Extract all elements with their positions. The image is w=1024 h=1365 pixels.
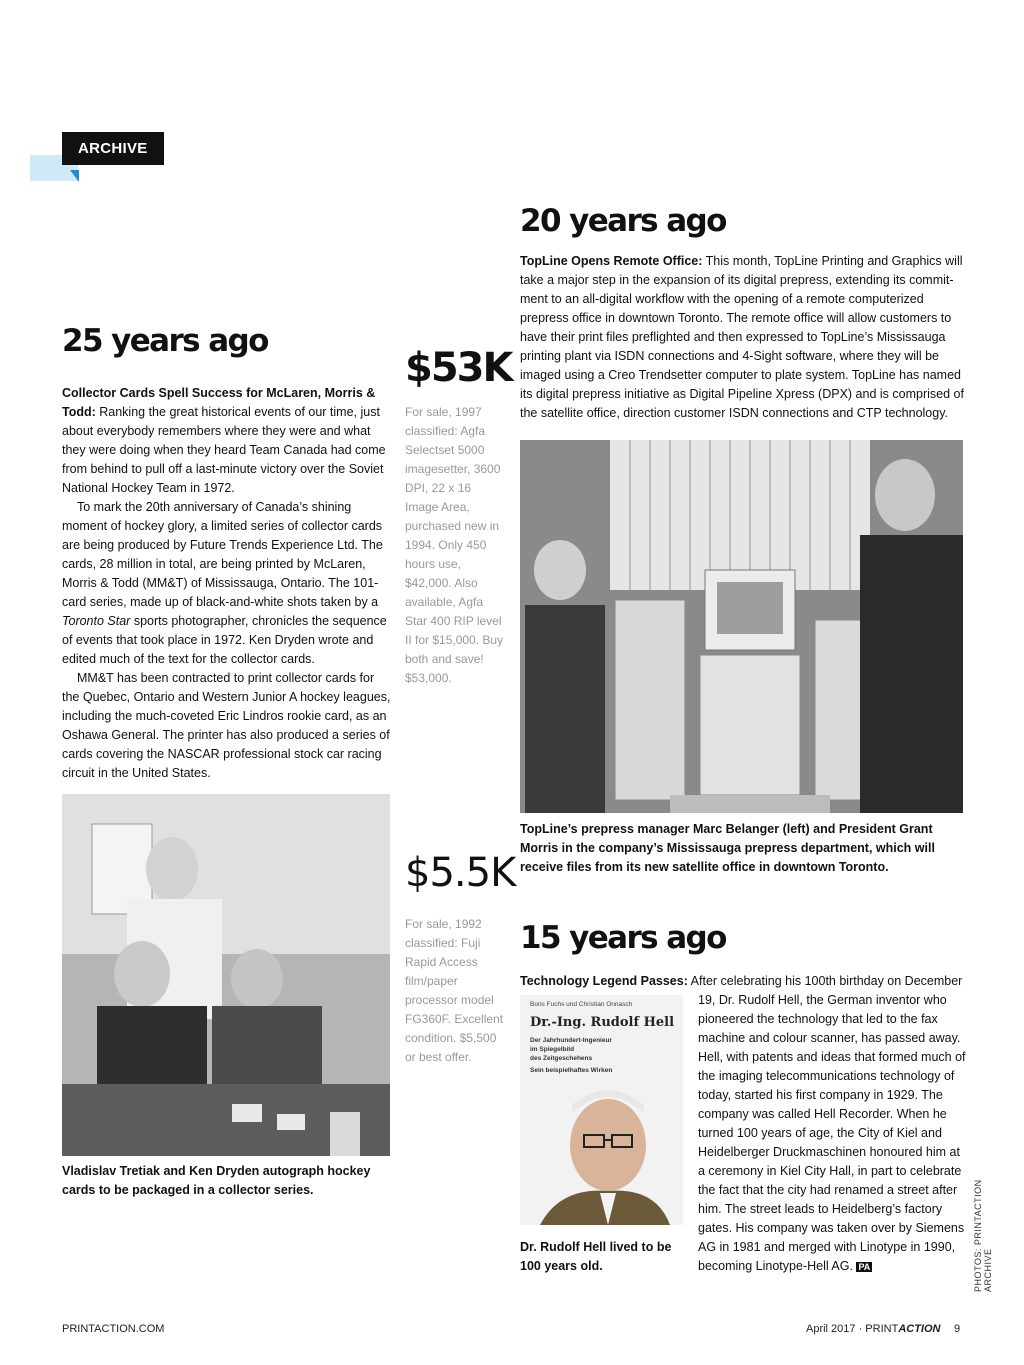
end-mark: PA bbox=[858, 1262, 871, 1272]
article-20-years bbox=[520, 252, 964, 423]
hockey-cards-photo bbox=[62, 794, 390, 1156]
heading-15-years: 15 years ago bbox=[520, 920, 726, 956]
article-25-para-2 bbox=[62, 498, 392, 669]
article-25-lead: Collector Cards Spell Success for McLaren, Morris & Todd: bbox=[62, 386, 376, 419]
topline-staff-photo bbox=[520, 440, 963, 813]
article-25-para-1 bbox=[62, 384, 392, 498]
article-15-years bbox=[698, 991, 966, 1277]
article-25-para-3: MM&T has been contracted to print collector cards for the Quebec, Ontario and Western Junior A hockey leagues, including the much-coveted Eric Lindros rookie card, as an Oshawa General. The printer has also produced a series of cards covering the NASCAR professional stock car racing circuit in the United States. bbox=[62, 671, 391, 780]
article-20-text: This month, TopLine Printing and Graphics will take a major step in the expansion of its digital prepress, extending its commit-ment to an all-digital workflow with the opening of a remote computerized prepress office in downtown Toronto. The remote office will allow customers to have their print files preflighted and then expressed to TopLine’s Mississauga printing plant via ISDN connections and 4-Sight software, where they will be imaged using a Creo Trendsetter computer to plate system. TopLine has named its digital prepress initiative as Digital Pipeline Xpress (DPX) and is comprised of the satellite office, direction customer ISDN connections and CTP technology. bbox=[520, 254, 964, 420]
article-25-p2b: sports photographer, chronicles the sequence of events that took place in 1972. Ken Dryden wrote and edited much of the text for the collector cards. bbox=[62, 614, 387, 666]
book-subtitle-2: im Spiegelbild bbox=[530, 1046, 575, 1053]
price-53k-description: For sale, 1997 classified: Agfa Selectset 5000 imagesetter, 3600 DPI, 22 x 16 Image Area, purchased new in 1994. Only 450 hours use, $42,000. Also available, Agfa Star 400 RIP level II for $15,000. Buy both and save! $53,000. bbox=[405, 405, 504, 685]
footer-issue bbox=[806, 1323, 940, 1335]
book-authors: Boris Fuchs und Christian Onnasch bbox=[530, 1001, 633, 1008]
footer-date: April 2017 · PRINT bbox=[806, 1323, 899, 1335]
topline-photo-caption: TopLine’s prepress manager Marc Belanger (left) and President Grant Morris in the company’s Mississauga prepress department, which will receive files from its new satellite office in downtown Toronto. bbox=[520, 822, 935, 874]
article-15-text-top: After celebrating his 100th birthday on December bbox=[687, 974, 963, 988]
topline-photo-illustration bbox=[520, 440, 963, 813]
footer-brand: ACTION bbox=[898, 1323, 941, 1335]
section-tag: ARCHIVE bbox=[62, 132, 164, 165]
hockey-photo-caption: Vladislav Tretiak and Ken Dryden autograph hockey cards to be packaged in a collector series. bbox=[62, 1164, 371, 1197]
article-15-lead-line bbox=[520, 972, 965, 991]
page-number: 9 bbox=[954, 1323, 961, 1335]
article-25-p1: Ranking the great historical events of our time, just about everybody remembers where they were and what they were doing when they heard Team Canada had come from behind to pull off a last-minute victory over the Soviet National Hockey Team in 1972. bbox=[62, 405, 386, 495]
article-25-years bbox=[62, 384, 392, 783]
footer-website: PRINTACTION.COM bbox=[62, 1323, 165, 1335]
article-25-p2-italic: Toronto Star bbox=[62, 614, 131, 628]
price-53k: $53K bbox=[405, 345, 512, 391]
rudolf-hell-caption: Dr. Rudolf Hell lived to be 100 years old. bbox=[520, 1240, 672, 1273]
book-title: Dr.-Ing. Rudolf Hell bbox=[530, 1015, 675, 1030]
article-15-text: 19, Dr. Rudolf Hell, the German inventor who pioneered the technology that led to the fax machine and colour scanner, has passed away. Hell, with patents and ideas that formed much of the imaging telecommunications technology of today, started his first company in 1929. The company was called Hell Recorder. When he turned 100 years of age, the City of Kiel and Heidelberger Druckmaschinen honoured him at a ceremony in Kiel City Hall, in part to celebrate the fact that the city had renamed a street after him. The street leads to Heidelberg’s factory gates. His company was taken over by Siemens AG in 1981 and merged with Linotype in 1990, becoming Linotype-Hell AG. bbox=[698, 993, 966, 1273]
article-20-lead: TopLine Opens Remote Office: bbox=[520, 254, 703, 268]
hockey-photo-illustration bbox=[62, 794, 390, 1156]
article-25-p2a: To mark the 20th anniversary of Canada’s shining moment of hockey glory, a limited series of collector cards are being produced by Future Trends Experience Ltd. The cards, 28 million in total, are being printed by McLaren, Morris & Todd (MM&T) of Mississauga, Ontario. The 101-card series, made up of black-and-white shots taken by a bbox=[62, 500, 383, 609]
heading-25-years: 25 years ago bbox=[62, 323, 268, 359]
rudolf-hell-book-cover bbox=[520, 995, 683, 1225]
photo-credit: PHOTOS: PRINTACTION ARCHIVE bbox=[973, 1179, 993, 1292]
heading-20-years: 20 years ago bbox=[520, 203, 726, 239]
price-5-5k: $5.5K bbox=[405, 850, 516, 896]
book-subtitle-1: Der Jahrhundert-Ingenieur bbox=[530, 1037, 612, 1044]
rudolf-hell-portrait bbox=[520, 995, 683, 1225]
tag-triangle bbox=[70, 170, 79, 182]
price-5-5k-description: For sale, 1992 classified: Fuji Rapid Access film/paper processor model FG360F. Excellent condition. $5,500 or best offer. bbox=[405, 917, 504, 1064]
book-subtitle-4: Sein beispielhaftes Wirken bbox=[530, 1067, 613, 1074]
book-subtitle-3: des Zeitgeschehens bbox=[530, 1055, 593, 1062]
article-15-lead: Technology Legend Passes: bbox=[520, 974, 688, 988]
